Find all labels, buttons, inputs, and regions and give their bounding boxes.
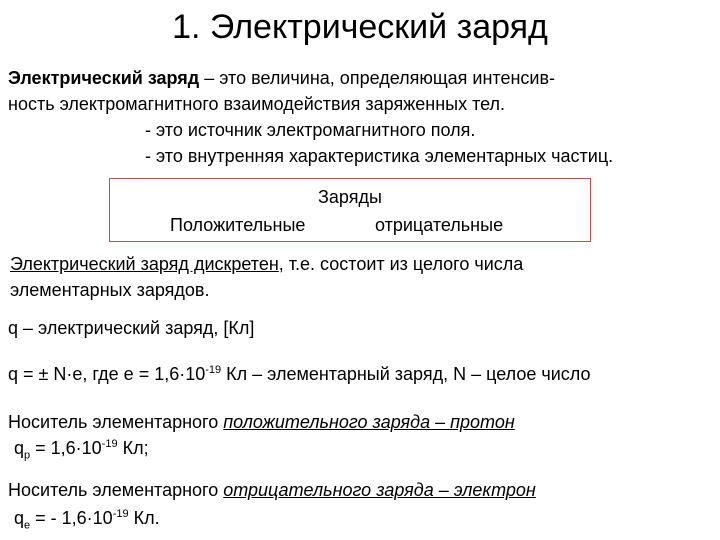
charges-heading: Заряды [318,187,382,207]
electron-charge-value [14,508,160,532]
proton-lead: Носитель элементарного [8,412,224,432]
negative-label: отрицательные [375,215,504,235]
electron-value: = - 1,6·10 [30,508,113,528]
definition-line-3: - это источник электромагнитного поля. [145,120,476,140]
elementary-charge-formula [8,364,591,385]
discrete-underlined: Электрический заряд дискретен [10,254,279,274]
definition-line-1 [8,68,555,89]
formula-part-2: Кл – элементарный заряд, N – целое число [221,364,591,384]
charges-box [109,178,591,242]
formula-exponent: -19 [205,364,222,376]
definition-line-4: - это внутренняя характеристика элементарных частиц. [145,146,614,166]
proton-value: = 1,6·10 [30,438,102,458]
formula-part-1: q = ± N·e, где e = 1,6·10 [8,364,206,384]
definition-text: – это величина, определяющая интенсив- [199,68,556,88]
discrete-block [8,252,680,306]
electron-lead: Носитель элементарного [8,480,224,500]
definition-term: Электрический заряд [8,68,200,88]
definition-line-2: ность электромагнитного взаимодействия заряженных тел. [8,94,506,114]
proton-q: q [14,438,25,458]
proton-unit: Кл; [117,438,149,458]
proton-exponent: -19 [101,438,118,450]
discrete-rest: , т.е. состоит из целого числа [278,254,524,274]
electron-line [8,480,536,501]
electron-exponent: -19 [112,508,129,520]
electron-q: q [14,508,25,528]
electron-emphasis: отрицательного заряда – электрон [223,480,536,500]
electron-subscript: e [24,519,31,532]
slide-title: 1. Электрический заряд [172,8,548,46]
proton-emphasis: положительного заряда – протон [223,412,515,432]
electron-unit: Кл. [128,508,160,528]
discrete-line-2: элементарных зарядов. [10,280,210,300]
positive-label: Положительные [170,215,306,235]
proton-charge-value [14,438,149,462]
charge-units-line: q – электрический заряд, [Кл] [8,318,255,338]
proton-subscript: p [24,449,31,462]
discrete-line-1 [10,254,523,275]
proton-line [8,412,515,433]
